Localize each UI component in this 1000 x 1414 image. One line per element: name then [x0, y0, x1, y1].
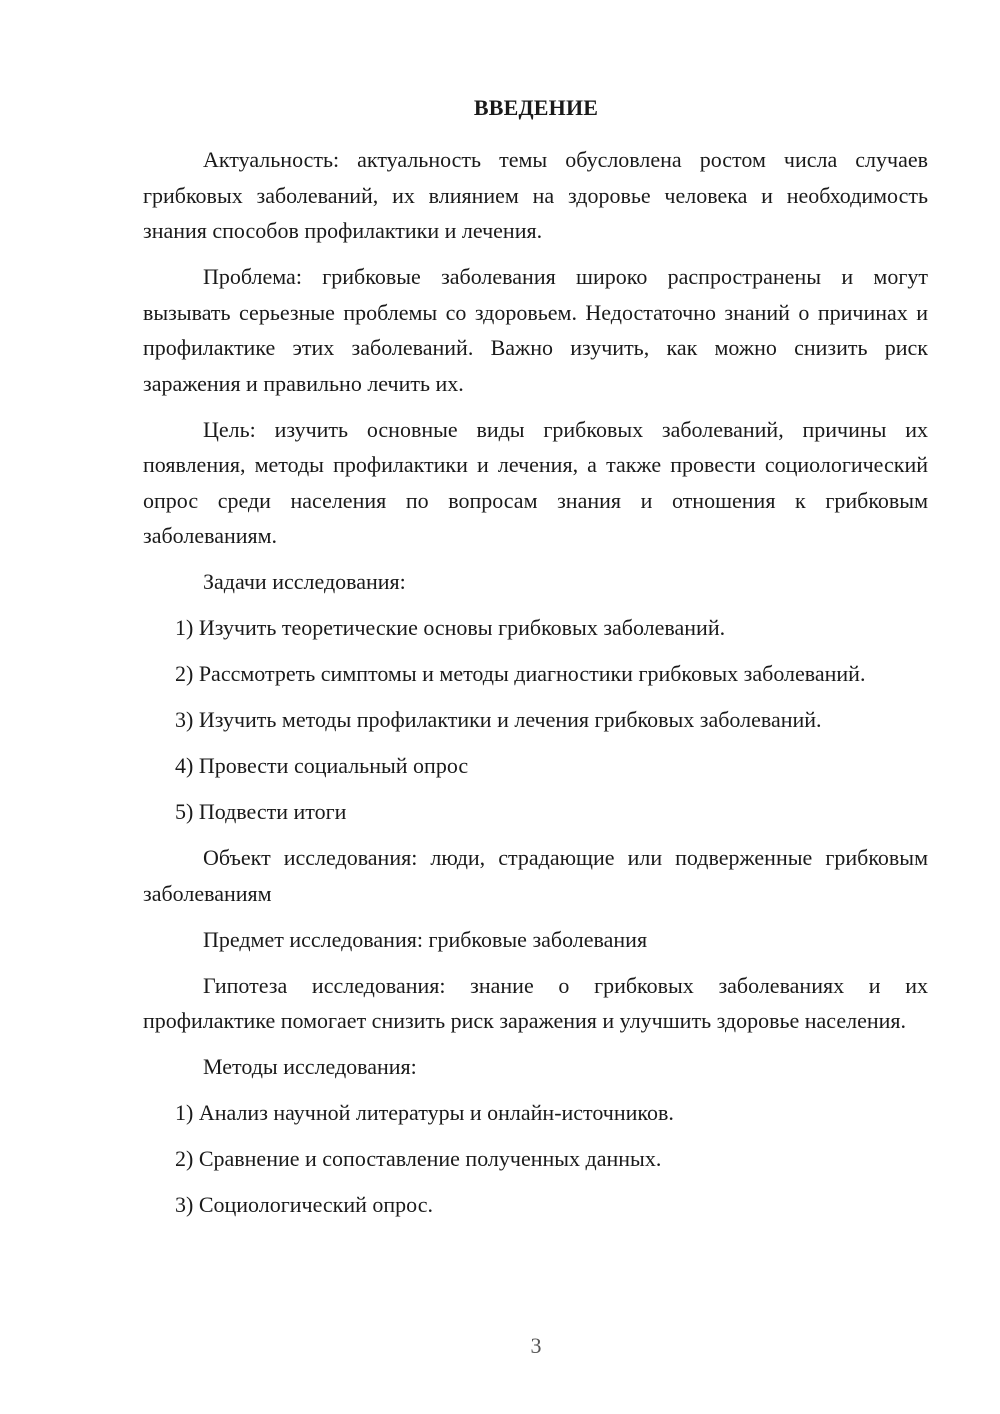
task-item-3: 3) Изучить методы профилактики и лечения грибковых заболеваний. — [175, 707, 822, 732]
task-item-1: 1) Изучить теоретические основы грибковых заболеваний. — [175, 615, 726, 640]
method-item-2: 2) Сравнение и сопоставление полученных данных. — [175, 1146, 662, 1171]
section-heading: ВВЕДЕНИЕ — [473, 95, 599, 120]
body-text — [143, 142, 928, 1233]
task-item-2: 2) Рассмотреть симптомы и методы диагностики грибковых заболеваний. — [175, 661, 866, 686]
method-item-1: 1) Анализ научной литературы и онлайн-источников. — [175, 1100, 674, 1125]
methods-title: Методы исследования: — [203, 1054, 417, 1079]
paragraph-problem: Проблема: грибковые заболевания широко распространены и могут вызывать серьезные проблемы со здоровьем. Недостаточно знаний о причинах и профилактике этих заболеваний. Важно изучить, как можно снизить риск заражения и правильно лечить их. — [143, 264, 928, 396]
paragraph-relevance: Актуальность: актуальность темы обусловлена ростом числа случаев грибковых заболеваний, их влиянием на здоровье человека и необходимость знания способов профилактики и лечения. — [143, 147, 928, 243]
tasks-title: Задачи исследования: — [203, 569, 406, 594]
task-item-5: 5) Подвести итоги — [175, 799, 347, 824]
paragraph-object: Объект исследования: люди, страдающие или подверженные грибковым заболеваниям — [143, 845, 928, 906]
method-item-3: 3) Социологический опрос. — [175, 1192, 433, 1217]
paragraph-hypothesis: Гипотеза исследования: знание о грибковых заболеваниях и их профилактике помогает снизить риск заражения и улучшить здоровье населения. — [143, 972, 928, 1033]
page-number: 3 — [530, 1333, 542, 1358]
paragraph-subject: Предмет исследования: грибковые заболевания — [203, 926, 648, 952]
paragraph-goal: Цель: изучить основные виды грибковых заболеваний, причины их появления, методы профилактики и лечения, а также провести социологический опрос среди населения по вопросам знания и отношения к грибковым заболеваниям. — [143, 416, 928, 548]
task-item-4: 4) Провести социальный опрос — [175, 753, 469, 778]
